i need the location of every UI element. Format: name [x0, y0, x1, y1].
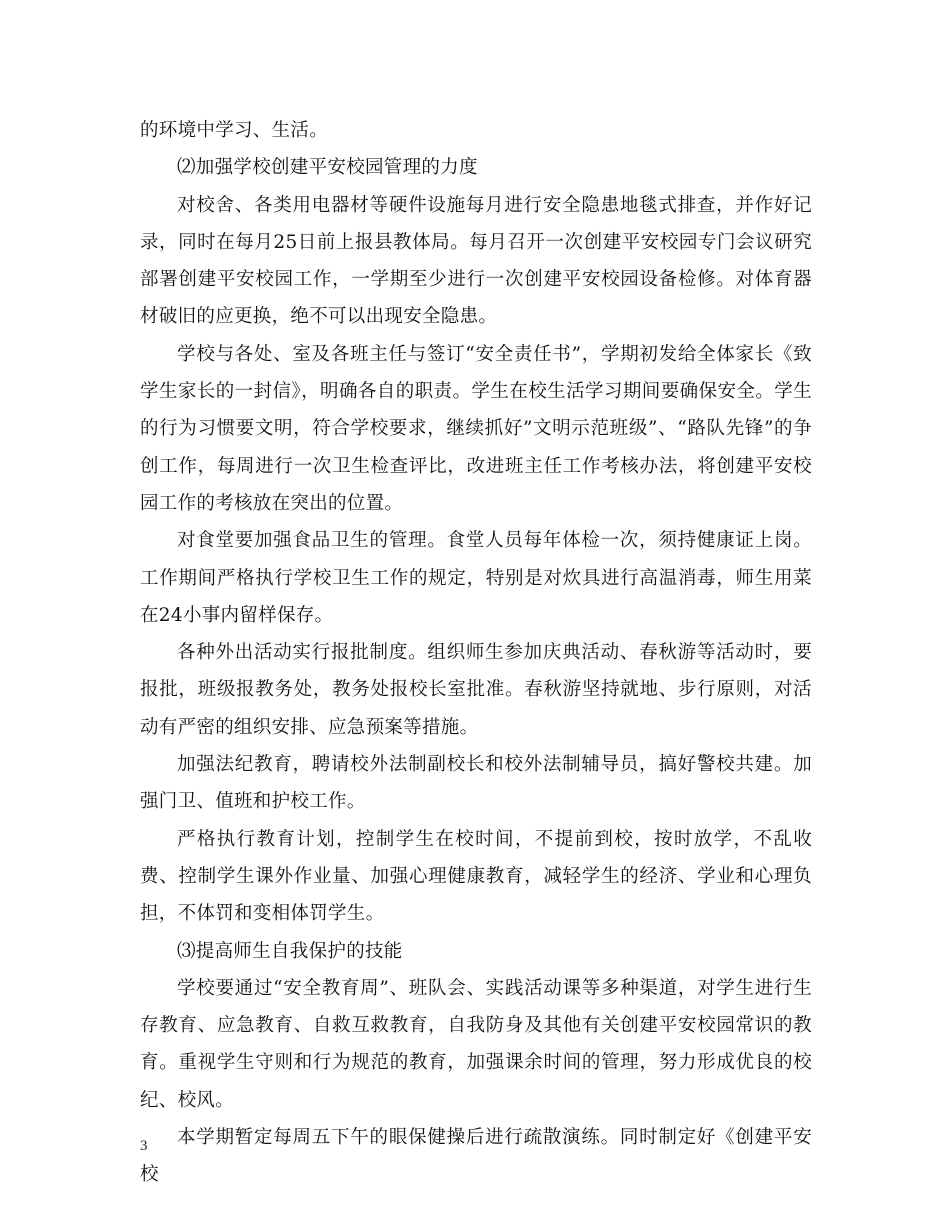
document-body [140, 112, 812, 1194]
paragraph-canteen-hygiene: 对食堂要加强食品卫生的管理。食堂人员每年体检一次，须持健康证上岗。工作期间严格执行学校卫生工作的规定，特别是对炊具进行高温消毒，师生用菜在24小事内留样保存。 [140, 530, 812, 626]
paragraph-outing-approval: 各种外出活动实行报批制度。组织师生参加庆典活动、春秋游等活动时，要报批，班级报教务处，教务处报校长室批准。春秋游坚持就地、步行原则，对活动有严密的组织安排、应急预案等措施。 [140, 642, 812, 738]
paragraph-safety-education: 学校要通过“安全教育周”、班队会、实践活动课等多种渠道，对学生进行生存教育、应急教育、自救互救教育，自我防身及其他有关创建平安校园常识的教育。重视学生守则和行为规范的教育，加强课余时间的管理，努力形成优良的校纪、校风。 [140, 977, 812, 1111]
paragraph-legal-education: 加强法纪教育，聘请校外法制副校长和校外法制辅导员，搞好警校共建。加强门卫、值班和护校工作。 [140, 754, 812, 813]
section-heading-3: ⑶提高师生自我保护的技能 [177, 940, 403, 962]
paragraph-education-plan: 严格执行教育计划，控制学生在校时间，不提前到校，按时放学，不乱收费、控制学生课外作业量、加强心理健康教育，减轻学生的经济、学业和心理负担，不体罚和变相体罚学生。 [140, 828, 812, 925]
paragraph-facility-inspection: 对校舍、各类用电器材等硬件设施每月进行安全隐患地毯式排查，并作好记录，同时在每月25日前上报县教体局。每月召开一次创建平安校园专门会议研究部署创建平安校园工作，一学期至少进行一次创建平安校园设备检修。对体育器材破旧的应更换，绝不可以出现安全隐患。 [140, 194, 812, 328]
paragraph-responsibility: 学校与各处、室及各班主任与签订“安全责任书”，学期初发给全体家长《致学生家长的一封信》，明确各自的职责。学生在校生活学习期间要确保安全。学生的行为习惯要文明，符合学校要求，继续抓好”文明示范班级”、“路队先锋”的争创工作，每周进行一次卫生检查评比，改进班主任工作考核办法，将创建平安校园工作的考核放在突出的位置。 [140, 343, 812, 514]
paragraph-continuation: 的环境中学习、生活。 [140, 120, 329, 141]
paragraph-evacuation-drill: 本学期暂定每周五下午的眼保健操后进行疏散演练。同时制定好《创建平安校 [140, 1127, 812, 1186]
page-number: 3 [140, 1138, 148, 1154]
section-heading-2: ⑵加强学校创建平安校园管理的力度 [177, 157, 478, 179]
